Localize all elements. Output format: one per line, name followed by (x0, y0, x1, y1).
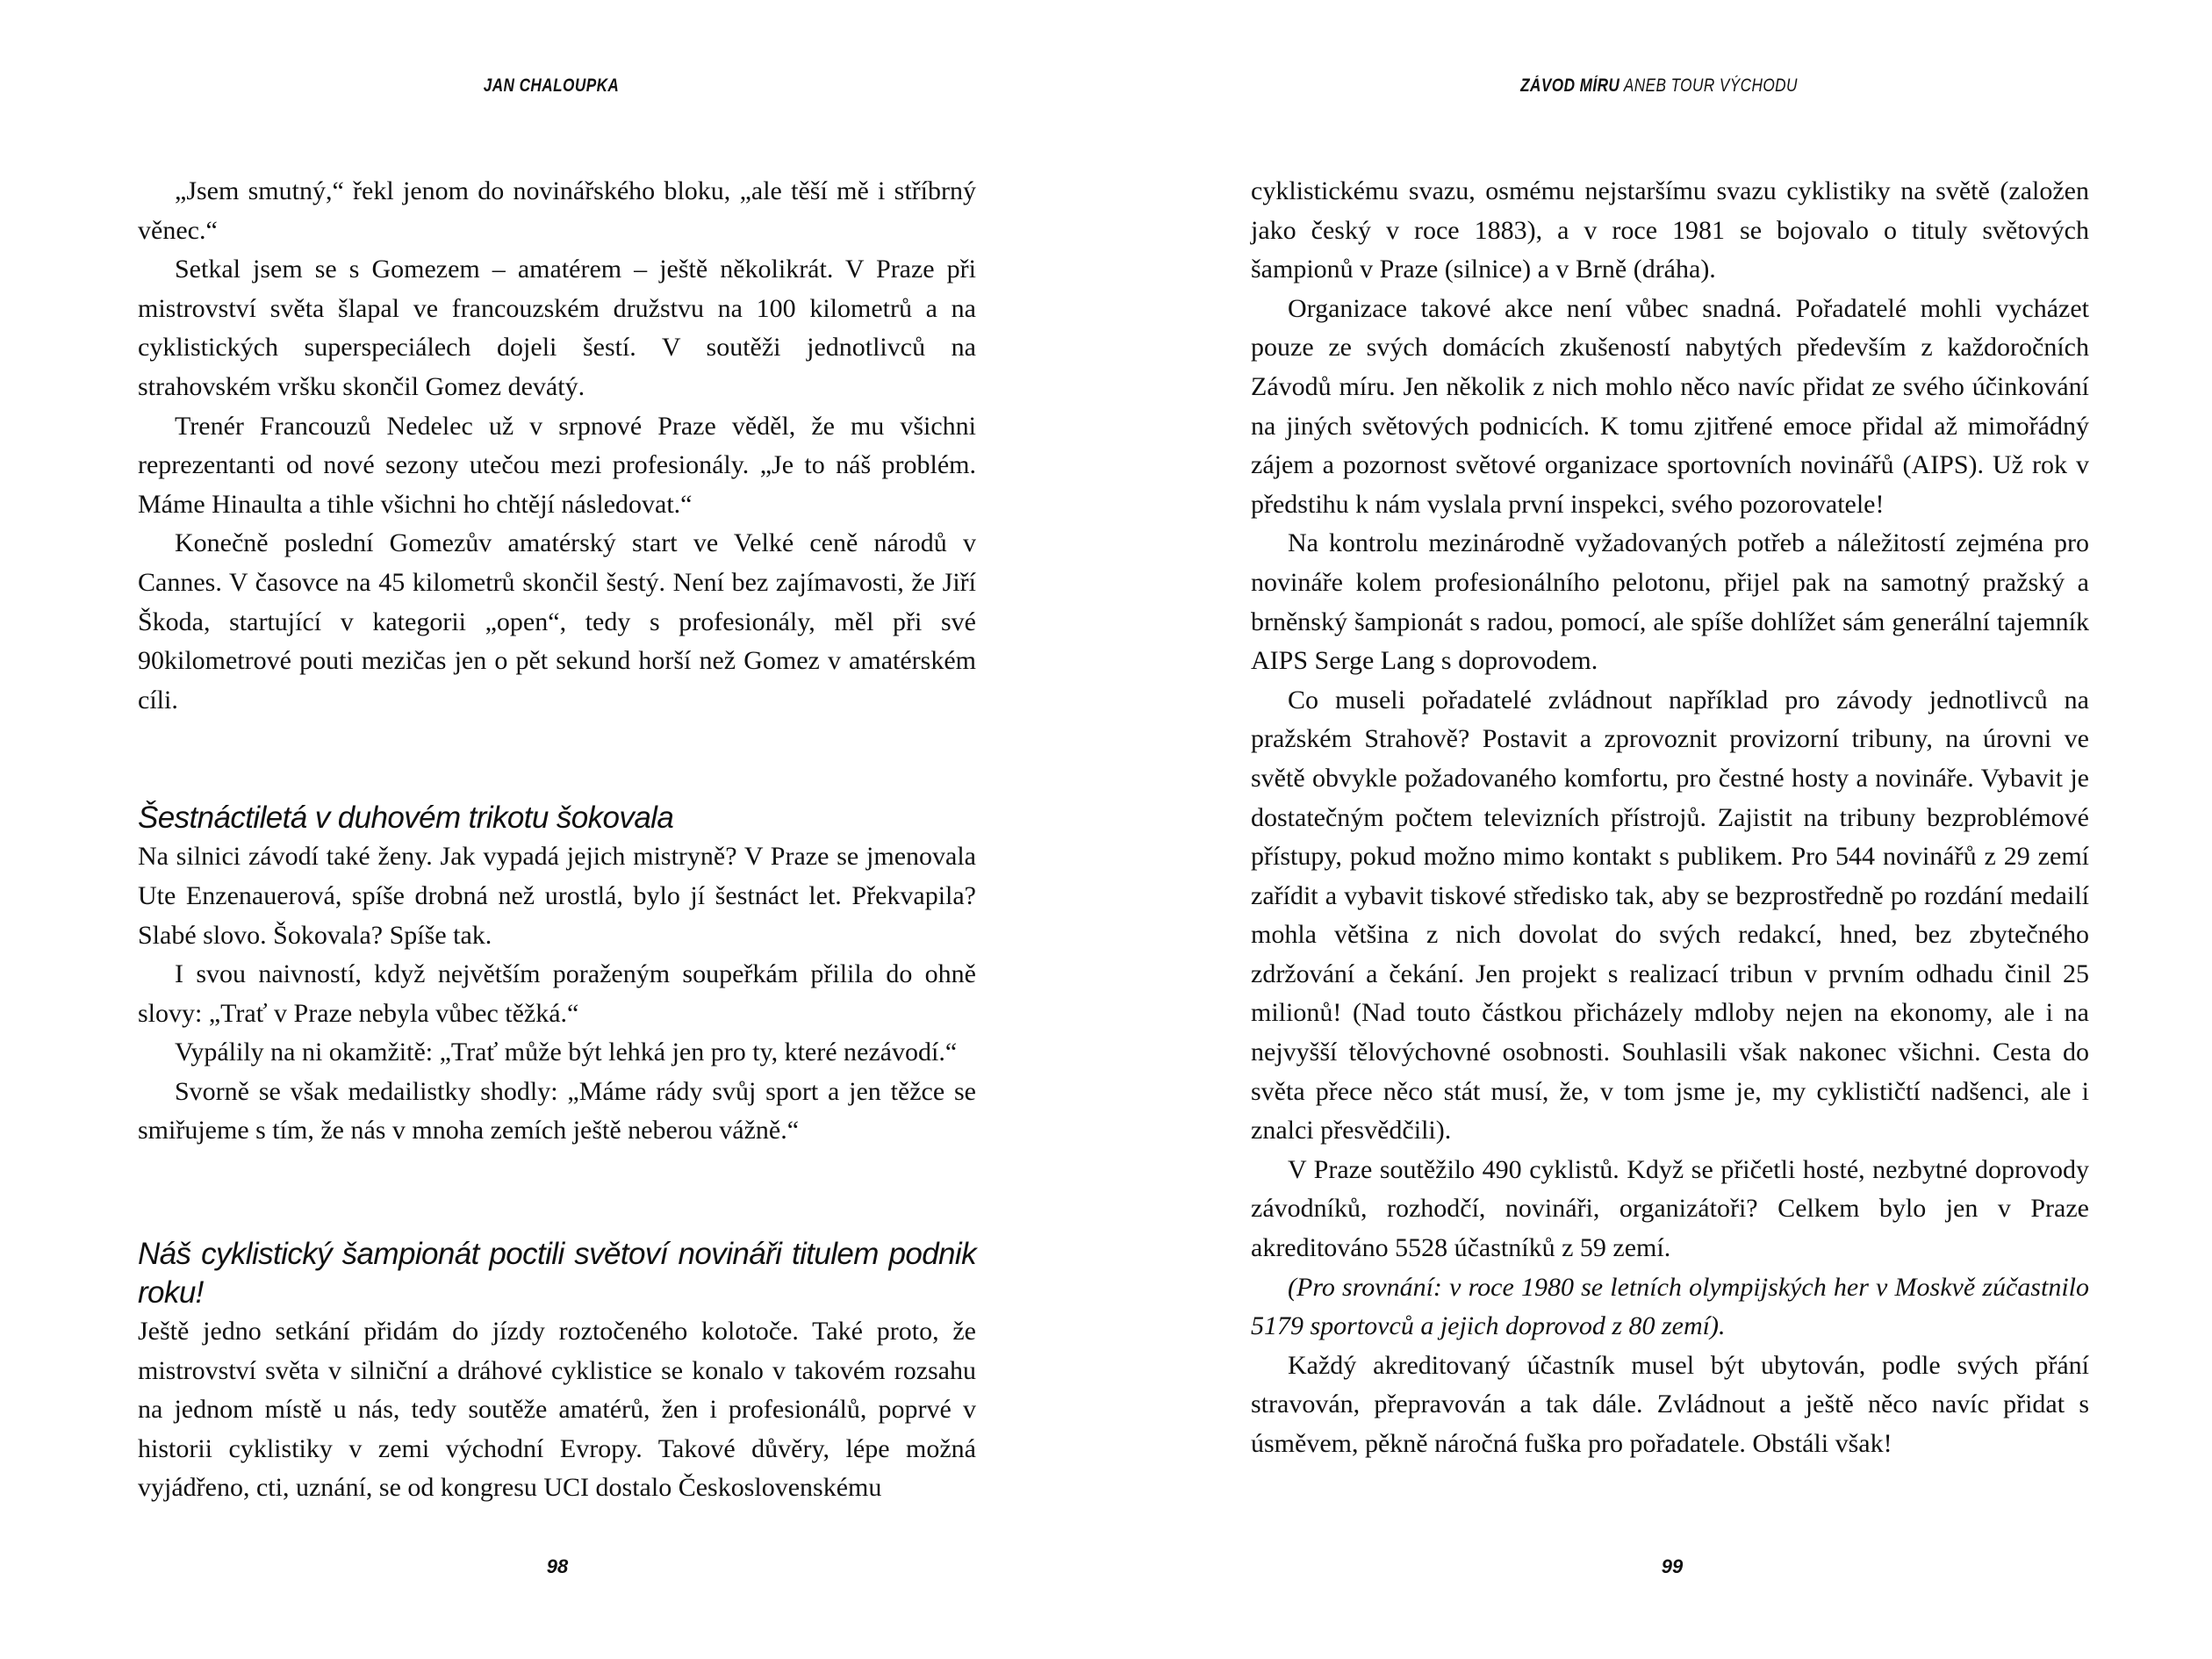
paragraph: Ještě jedno setkání přidám do jízdy roztočeného kolotoče. Také proto, že mistrovství světa v silniční a dráhové cyklistice se konalo v takovém rozsahu na jednom místě u nás, tedy soutěže amatérů, žen i profesionálů, poprvé v historii cyklistiky v zemi východní Evropy. Takové důvěry, lépe možná vyjádřeno, cti, uznání, se od kongresu UCI dostalo Československému (138, 1317, 976, 1503)
running-head-title (1205, 75, 2112, 97)
author-name: JAN CHALOUPKA (483, 75, 620, 96)
page-number: 98 (546, 1555, 569, 1577)
paragraph: V Praze soutěžilo 490 cyklistů. Když se přičetli hosté, nezbytné doprovody závodníků, rozhodčí, novináři, organizátoři? Celkem bylo jen v Praze akreditováno 5528 účastníků z 59 zemí. (1251, 1154, 2089, 1263)
paragraph: Svorně se však medailistky shodly: „Máme rády svůj sport a jen těžce se smiřujeme s tím, že nás v mnoha zemích ještě neberou vážně.“ (138, 1076, 976, 1146)
book-title: ZÁVOD MÍRU (1520, 75, 1620, 96)
paragraph: cyklistickému svazu, osmému nejstaršímu svazu cyklistiky na světě (založen jako český v roce 1883), a v roce 1981 se bojovalo o tituly světových šampionů v Praze (silnice) a v Brně (dráha). (1251, 176, 2089, 284)
paragraph: Co museli pořadatelé zvládnout například pro závody jednotlivců na pražském Strahově? Postavit a zprovoznit provizorní tribuny, na úrovni ve světě obvykle požadovaného komfortu, pro čestné hosty a novináře. Vybavit je dostatečným počtem televizních přístrojů. Zajistit na tribuny bezproblémové přístupy, pokud možno mimo kontakt s publikem. Pro 544 novinářů z 29 zemí zařídit a vybavit tiskové středisko tak, aby se bezprostředně po rozdání medailí mohla většina z nich dovolat do svých redakcí, hned, bez zbytečného zdržování a čekání. Jen projekt s realizací tribun v prvním odhadu činil 25 milionů! (Nad touto částkou přicházely mdloby nejen na ekonomy, ale i na nejvyšší tělovýchovné osobnosti. Souhlasili však nakonec všichni. Cesta do světa přece něco stát musí, že, v tom jsme je, my cyklističtí nadšenci, ale i znalci přesvědčili). (1251, 685, 2089, 1146)
paragraph: Trenér Francouzů Nedelec už v srpnové Praze věděl, že mu všichni reprezentanti od nové sezony utečou mezi profesionály. „Je to náš problém. Máme Hinaulta a tihle všichni ho chtějí následovat.“ (138, 411, 976, 519)
right-text-column (1251, 172, 2089, 1464)
running-head-author (97, 75, 1004, 97)
section-heading: Šestnáctiletá v duhovém trikotu šokovala (138, 801, 674, 836)
paragraph: I svou naivností, když největším poraženým soupeřkám přilila do ohně slovy: „Trať v Praze nebyla vůbec těžká.“ (138, 959, 976, 1028)
paragraph: Organizace takové akce není vůbec snadná. Pořadatelé mohli vycházet pouze ze svých domácích zkušeností nabytých především z každoročních Závodů míru. Jen několik z nich mohlo něco navíc přidat ze svého účinkování na jiných světových podnicích. K tomu zjitřené emoce přidal až mimořádný zájem a pozornost světové organizace sportovních novinářů (AIPS). Už rok v předstihu k nám vyslala první inspekci, svého pozorovatele! (1251, 293, 2089, 519)
paragraph: Vypálily na ni okamžitě: „Trať může být lehká jen pro ty, které nezávodí.“ (175, 1038, 958, 1067)
paragraph: Na kontrolu mezinárodně vyžadovaných potřeb a náležitostí zejména pro novináře kolem profesionálního pelotonu, přijel pak na samotný pražský a brněnský šampionát s radou, pomocí, ale spíše dohlížet sám generální tajemník AIPS Serge Lang s doprovodem. (1251, 528, 2089, 676)
page-number: 99 (1661, 1555, 1684, 1577)
italic-note-paragraph: (Pro srovnání: v roce 1980 se letních olympijských her v Moskvě zúčastnilo 5179 sportovců a jejich doprovod z 80 zemí). (1251, 1272, 2089, 1341)
book-subtitle: ANEB TOUR VÝCHODU (1620, 75, 1798, 96)
section-heading: Náš cyklistický šampionát poctili světoví novináři titulem podnik roku! (138, 1237, 976, 1311)
right-page (1106, 0, 2212, 1659)
section-spacer (138, 1151, 976, 1235)
paragraph: Na silnici závodí také ženy. Jak vypadá jejich mistryně? V Praze se jmenovala Ute Enzenauerová, spíše drobná než urostlá, bylo jí šestnáct let. Překvapila? Slabé slovo. Šokovala? Spíše tak. (138, 842, 976, 950)
section-spacer (138, 720, 976, 799)
paragraph: Setkal jsem se s Gomezem – amatérem – ještě několikrát. V Praze při mistrovství světa šlapal ve francouzském družstvu na 100 kilometrů a na cyklistických superspeciálech dojeli šestí. V soutěži jednotlivců na strahovském vršku skončil Gomez devátý. (138, 255, 976, 401)
paragraph: Každý akreditovaný účastník musel být ubytován, podle svých přání stravován, přepravován a tak dále. Zvládnout a ještě něco navíc přidat s úsměvem, pěkně náročná fuška pro pořadatele. Obstáli však! (1251, 1350, 2089, 1458)
paragraph: „Jsem smutný,“ řekl jenom do novinářského bloku, „ale těší mě i stříbrný věnec.“ (138, 176, 976, 245)
paragraph: Konečně poslední Gomezův amatérský start ve Velké ceně národů v Cannes. V časovce na 45 kilometrů skončil šestý. Není bez zajímavosti, že Jiří Škoda, startující v kategorii „open“, tedy s profesionály, měl při své 90kilometrové pouti mezičas jen o pět sekund horší než Gomez v amatérském cíli. (138, 528, 976, 715)
left-text-column (138, 172, 976, 1508)
